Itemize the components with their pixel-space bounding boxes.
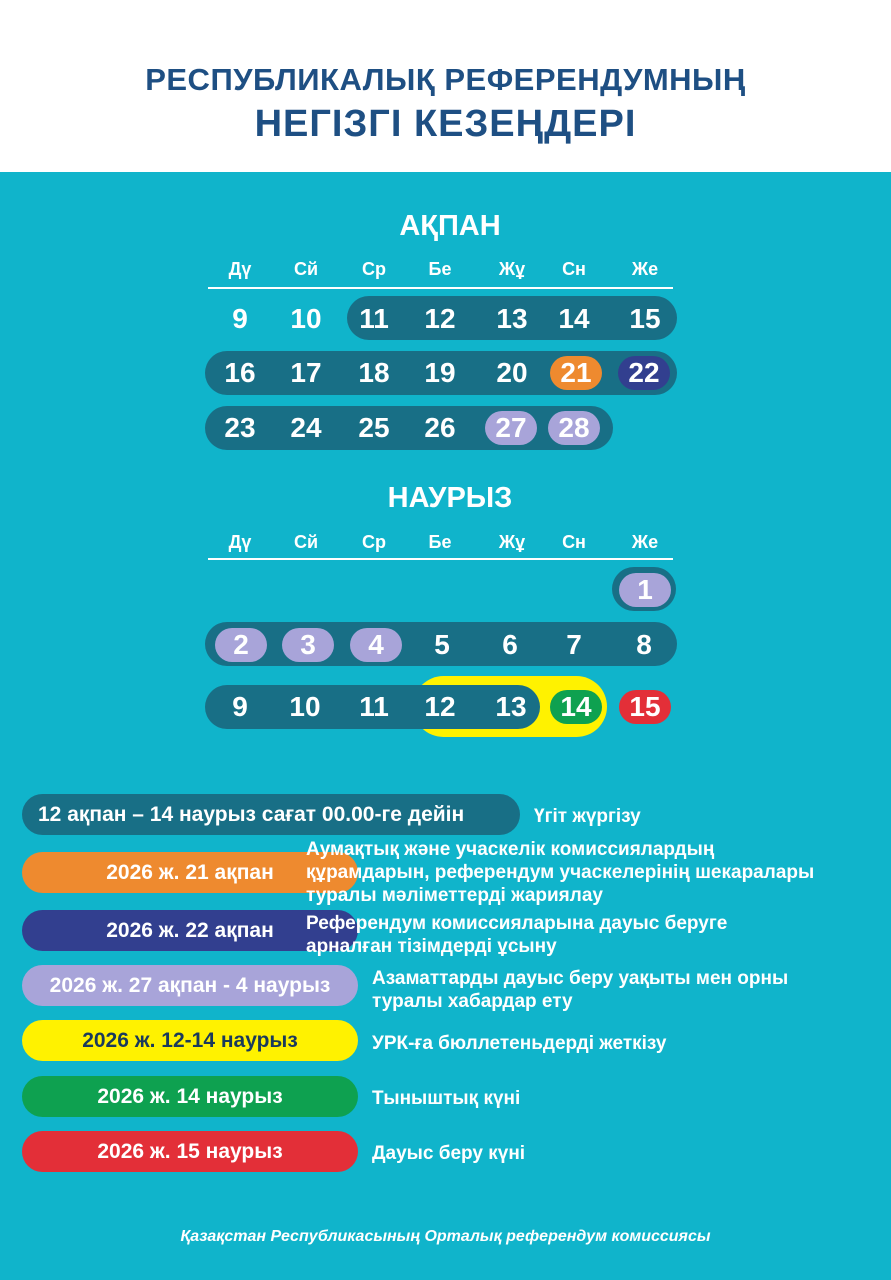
calendar-day-highlight: 22 bbox=[618, 356, 670, 390]
weekday-sun: Же bbox=[631, 532, 659, 552]
legend-desc-line: УРК-ға бюллетеньдерді жеткізу bbox=[372, 1033, 667, 1054]
legend-desc-line: Аумақтық және учаскелік комиссиялардың bbox=[306, 839, 715, 860]
calendar-day: 5 bbox=[434, 629, 450, 660]
legend-desc-line: туралы хабардар ету bbox=[372, 991, 573, 1012]
legend-pill-feb21: 2026 ж. 21 ақпан bbox=[22, 852, 358, 893]
weekday-wed: Ср bbox=[362, 259, 386, 279]
calendar-day: 15 bbox=[629, 303, 661, 334]
weekday-fri: Жұ bbox=[498, 259, 526, 279]
weekday-tue: Сй bbox=[293, 259, 319, 279]
weekday-sat: Сн bbox=[562, 532, 586, 552]
calendar-day-highlight: 1 bbox=[619, 573, 671, 607]
weekday-fri: Жұ bbox=[498, 532, 526, 552]
calendar-day: 11 bbox=[359, 691, 389, 722]
legend-desc-line: туралы мәліметтерді жариялау bbox=[306, 885, 603, 906]
legend-pill-campaign: 12 ақпан – 14 наурыз сағат 00.00-ге дейін bbox=[22, 794, 520, 835]
calendar-day-highlight: 4 bbox=[350, 628, 402, 662]
calendar-day: 12 bbox=[424, 691, 456, 722]
calendar-day: 11 bbox=[359, 303, 389, 334]
legend-pill-mar15: 2026 ж. 15 наурыз bbox=[22, 1131, 358, 1172]
legend-pill-mar14: 2026 ж. 14 наурыз bbox=[22, 1076, 358, 1117]
main-panel bbox=[0, 172, 891, 1280]
weekday-tue: Сй bbox=[293, 532, 319, 552]
legend-desc-feb21 bbox=[306, 838, 814, 907]
calendar-day: 20 bbox=[496, 357, 528, 388]
calendar-day: 18 bbox=[358, 357, 390, 388]
page-title-line2: НЕГІЗГІ КЕЗЕҢДЕРІ bbox=[254, 103, 637, 145]
month-title-february: АҚПАН bbox=[399, 210, 501, 242]
legend-desc-feb22 bbox=[306, 912, 727, 958]
legend-desc-mar14 bbox=[372, 1087, 520, 1110]
legend-desc-line: арналған тізімдерді ұсыну bbox=[306, 936, 557, 957]
calendar-day: 17 bbox=[290, 357, 322, 388]
legend-desc-feb27 bbox=[372, 967, 788, 1013]
weekday-thu: Бе bbox=[428, 532, 452, 552]
weekday-wed: Ср bbox=[362, 532, 386, 552]
calendar-day-highlight: 21 bbox=[550, 356, 602, 390]
calendar-day: 23 bbox=[224, 412, 256, 443]
weekday-mon: Дү bbox=[228, 259, 252, 279]
legend-desc-line: құрамдарын, референдум учаскелерінің шекаралары bbox=[306, 862, 815, 883]
calendar-day-highlight: 27 bbox=[485, 411, 537, 445]
calendar-day: 26 bbox=[424, 412, 456, 443]
calendar-day-highlight: 2 bbox=[215, 628, 267, 662]
legend-desc-line: Референдум комиссияларына дауыс беруге bbox=[306, 913, 728, 934]
legend-pill-feb27: 2026 ж. 27 ақпан - 4 наурыз bbox=[22, 965, 358, 1006]
calendar-day: 10 bbox=[290, 303, 322, 334]
calendar-day-highlight: 15 bbox=[619, 690, 671, 724]
calendar-day: 12 bbox=[424, 303, 456, 334]
calendar-day-highlight: 3 bbox=[282, 628, 334, 662]
legend-desc-mar12 bbox=[372, 1032, 666, 1055]
calendar-day: 19 bbox=[424, 357, 456, 388]
legend-pill-mar12: 2026 ж. 12-14 наурыз bbox=[22, 1020, 358, 1061]
legend-desc-mar15 bbox=[372, 1142, 525, 1165]
legend-desc-campaign bbox=[534, 805, 641, 828]
legend-pill-feb22: 2026 ж. 22 ақпан bbox=[22, 910, 358, 951]
weekday-thu: Бе bbox=[428, 259, 452, 279]
calendar-day: 8 bbox=[636, 629, 652, 660]
calendar-day: 9 bbox=[232, 691, 248, 722]
calendar-day: 6 bbox=[502, 629, 518, 660]
legend-desc-line: Дауыс беру күні bbox=[372, 1143, 526, 1164]
calendar-day: 13 bbox=[496, 303, 528, 334]
weekday-sat: Сн bbox=[562, 259, 586, 279]
footer-commission: Қазақстан Республикасының Орталық референдум комиссиясы bbox=[180, 1228, 711, 1245]
legend-desc-line: Үгіт жүргізу bbox=[534, 806, 641, 827]
weekday-divider bbox=[208, 558, 673, 560]
calendar-day-highlight: 14 bbox=[550, 690, 602, 724]
weekday-sun: Же bbox=[631, 259, 659, 279]
calendar-day: 14 bbox=[558, 303, 590, 334]
calendar-day: 13 bbox=[495, 691, 527, 722]
calendar-day: 25 bbox=[358, 412, 390, 443]
header bbox=[0, 0, 891, 172]
calendar-day: 24 bbox=[290, 412, 322, 443]
page-title-line1: РЕСПУБЛИКАЛЫҚ РЕФЕРЕНДУМНЫҢ bbox=[145, 62, 746, 97]
weekday-mon: Дү bbox=[228, 532, 252, 552]
calendar-day: 7 bbox=[566, 629, 582, 660]
legend-desc-line: Азаматтарды дауыс беру уақыты мен орны bbox=[372, 968, 789, 989]
month-title-march: НАУРЫЗ bbox=[387, 482, 513, 514]
calendar-day-highlight: 28 bbox=[548, 411, 600, 445]
calendar-day: 16 bbox=[224, 357, 256, 388]
legend-desc-line: Тыныштық күні bbox=[372, 1088, 521, 1109]
calendar-day: 9 bbox=[232, 303, 248, 334]
weekday-divider bbox=[208, 287, 673, 289]
calendar-day: 10 bbox=[289, 691, 321, 722]
